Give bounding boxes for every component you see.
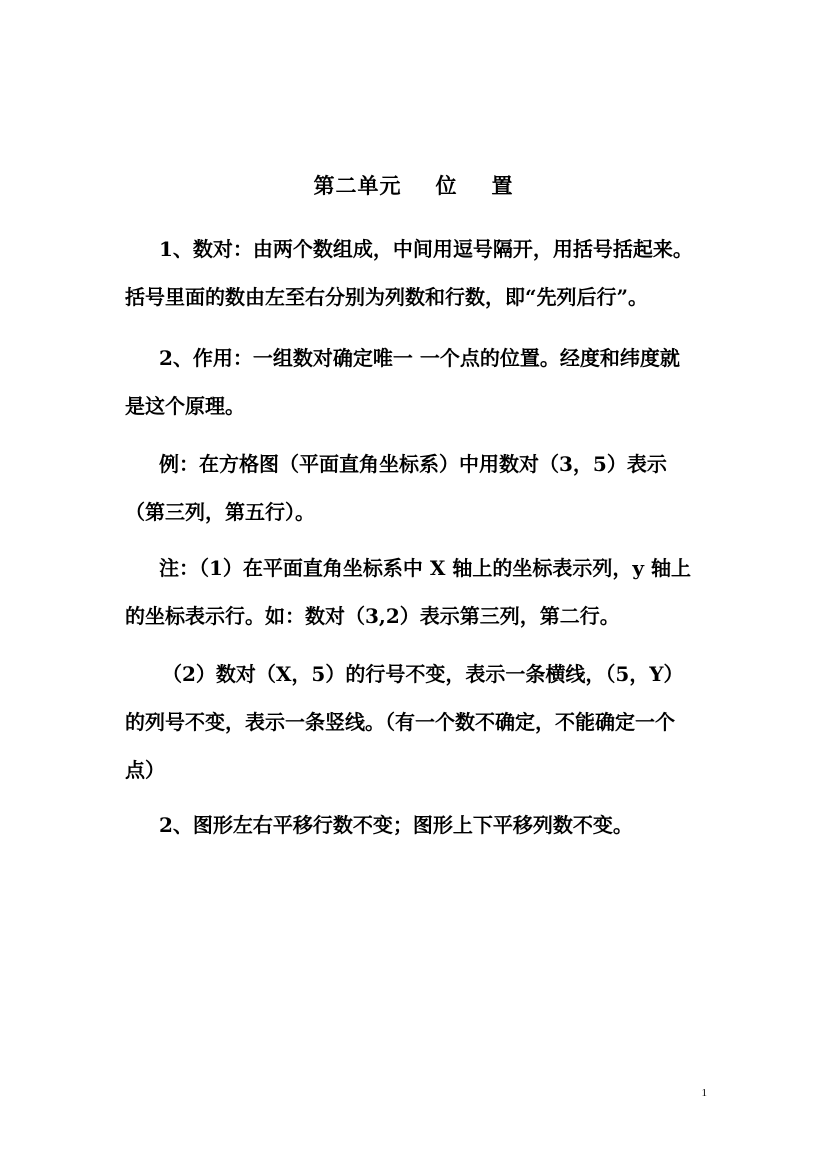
paragraph-usage — [125, 334, 710, 430]
paragraph-line: 是这个原理。 — [125, 394, 245, 418]
paragraph-note-1 — [125, 544, 710, 640]
paragraph-line: 1、数对：由两个数组成，中间用逗号隔开，用括号括起来。 — [159, 237, 693, 261]
paragraph-number-pair — [125, 225, 710, 321]
paragraph-line: 括号里面的数由左至右分别为列数和行数，即“先列后行”。 — [125, 285, 649, 309]
title-char-wei: 位 — [435, 173, 458, 198]
title-char-zhi: 置 — [491, 173, 514, 198]
paragraph-line: 例：在方格图（平面直角坐标系）中用数对（3，5）表示 — [159, 452, 667, 476]
paragraph-line: 2、作用：一组数对确定唯一 一个点的位置。经度和纬度就 — [159, 346, 680, 370]
page-number: 1 — [701, 1087, 707, 1099]
paragraph-translation — [125, 801, 710, 849]
paragraph-line: 2、图形左右平移行数不变；图形上下平移列数不变。 — [159, 813, 633, 837]
paragraph-line: 点） — [125, 758, 165, 782]
page-title — [0, 172, 827, 200]
paragraph-line: （2）数对（X，5）的行号不变，表示一条横线，（5，Y） — [162, 662, 684, 686]
paragraph-example — [125, 440, 710, 536]
title-unit: 第二单元 — [313, 173, 402, 198]
paragraph-note-2 — [125, 650, 710, 794]
paragraph-line: 的列号不变，表示一条竖线。（有一个数不确定，不能确定一个 — [125, 710, 675, 734]
paragraph-line: 注：（1）在平面直角坐标系中 X 轴上的坐标表示列，y 轴上 — [159, 556, 691, 580]
paragraph-line: 的坐标表示行。如：数对（3,2）表示第三列，第二行。 — [125, 604, 620, 628]
paragraph-line: （第三列，第五行）。 — [125, 500, 315, 524]
